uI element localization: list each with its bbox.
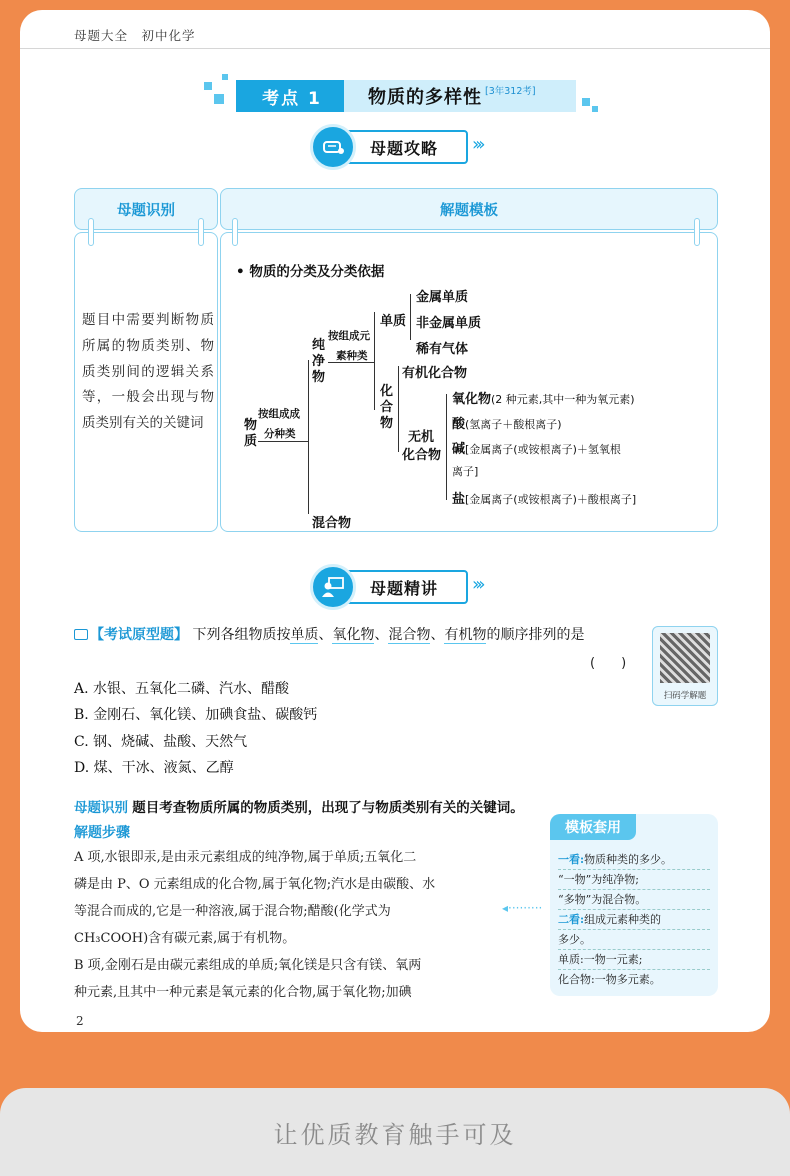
question-post: 的顺序排列的是: [486, 627, 585, 643]
binder-ring: [198, 218, 204, 246]
decor-square: [592, 106, 598, 112]
steps-line: B 项,金刚石是由碳元素组成的单质;氧化镁是只含有镁、氧两: [74, 958, 422, 973]
tree-mixture: 混合物: [312, 516, 352, 531]
running-header: 母题大全 初中化学: [74, 28, 196, 43]
tree-line: [398, 366, 399, 452]
template-line: [558, 930, 710, 950]
template-line: [558, 890, 710, 910]
tree-line: [258, 441, 308, 442]
tree-base-label: 碱: [452, 442, 466, 457]
steps-line: A 项,水银即汞,是由汞元素组成的纯净物,属于单质;五氧化二: [74, 850, 417, 865]
steps-line: CH₃COOH)含有碳元素,属于有机物。: [74, 931, 296, 946]
tree-oxide-row: [452, 388, 635, 407]
ident-line-text: 题目考查物质所属的物质类别，出现了与物质类别有关的关键词。: [132, 800, 524, 816]
chevrons-icon: ›››: [472, 134, 482, 155]
binder-ring: [88, 218, 94, 246]
steps-line: 磷是由 P、O 元素组成的化合物,属于氧化物;汽水是由碳酸、水: [74, 877, 436, 892]
template-line-text: “一物”为纯净物;: [558, 873, 639, 886]
tree-element: 单质: [380, 314, 407, 329]
classification-tree: [220, 232, 716, 532]
template-line-text: 单质:一物一元素;: [558, 953, 643, 966]
decor-square: [582, 98, 590, 106]
tree-oxide-desc: (2 种元素,其中一种为氧元素): [491, 393, 635, 406]
template-line-text: 组成元素种类的: [584, 913, 662, 926]
topic-number: 考点 1: [236, 80, 348, 112]
tree-salt-label: 盐: [452, 492, 466, 507]
template-line: [558, 850, 710, 870]
template-line-text: 物质种类的多少。: [584, 853, 673, 866]
tree-basis-1a: 按组成成: [258, 408, 300, 420]
ident-label: 母题识别: [74, 800, 128, 816]
decor-square: [204, 82, 212, 90]
template-line: [558, 970, 710, 990]
tree-metal: 金属单质: [416, 290, 469, 305]
answer-blank: ( ): [590, 656, 627, 671]
tree-oxide-label: 氧化物: [452, 392, 492, 407]
template-apply-header: 模板套用: [550, 814, 636, 840]
scroll-icon: [310, 124, 356, 170]
topic-frequency: [3年312考]: [485, 86, 536, 97]
section-title: 母题攻略: [338, 130, 468, 164]
template-line-text: 多少。: [558, 933, 591, 946]
template-line-label: 二看:: [558, 913, 585, 926]
template-apply-box: [550, 814, 718, 996]
decor-square: [214, 94, 224, 104]
box-header-ident: 母题识别: [74, 188, 218, 230]
tree-line: [328, 362, 374, 363]
topic-banner: [198, 72, 608, 122]
page-number: 2: [76, 1014, 84, 1028]
tree-acid-desc: (氢离子＋酸根离子): [465, 418, 562, 431]
tree-compound: 化合物: [380, 384, 394, 431]
arrow-left-icon: ◂·········: [502, 901, 543, 915]
tree-base-row: [452, 438, 621, 457]
qr-code[interactable]: [660, 633, 710, 683]
question-pre: 下列各组物质按: [192, 627, 291, 643]
section-title: 母题精讲: [338, 570, 468, 604]
template-line: [558, 910, 710, 930]
question-key-3: 混合物: [388, 627, 431, 643]
tree-acid-label: 酸: [452, 417, 466, 432]
book-page: [20, 10, 770, 1032]
separator: 、: [318, 627, 333, 643]
topic-title: 物质的多样性: [368, 87, 482, 108]
tree-noble: 稀有气体: [416, 342, 469, 357]
question-key-1: 单质: [290, 627, 319, 643]
qr-caption: 扫码学解题: [663, 691, 707, 701]
box-header-template: 解题模板: [220, 188, 718, 230]
tree-base-desc: [金属离子(或铵根离子)＋氢氧根: [465, 443, 621, 456]
option-a: A. 水银、五氧化二磷、汽水、醋酸: [74, 681, 290, 697]
tree-organic: 有机化合物: [402, 366, 468, 381]
question-key-4: 有机物: [444, 627, 487, 643]
ident-line: [74, 796, 524, 816]
question-key-2: 氧化物: [332, 627, 375, 643]
tree-salt-row: [452, 488, 636, 507]
tree-basis-2b: 素种类: [336, 350, 368, 362]
question-tag: 【考试原型题】: [90, 627, 188, 643]
tree-line: [446, 394, 447, 500]
topic-title-box: [344, 80, 576, 112]
template-line-text: “多物”为混合物。: [558, 893, 647, 906]
steps-header: 解题步骤: [74, 825, 130, 841]
option-d: D. 煤、干冰、液氮、乙醇: [74, 760, 234, 776]
option-b: B. 金刚石、氧化镁、加碘食盐、碳酸钙: [74, 707, 318, 723]
ident-text: 题目中需要判断物质所属的物质类别、物质类别间的逻辑关系等，一般会出现与物质类别有关的关键词: [82, 312, 214, 432]
tree-nonmetal: 非金属单质: [416, 316, 482, 331]
template-line-label: 一看:: [558, 853, 585, 866]
option-c: C. 钢、烧碱、盐酸、天然气: [74, 734, 248, 750]
teacher-icon: [310, 564, 356, 610]
header-rule: [20, 48, 770, 49]
tree-line: [308, 360, 309, 514]
question-stem: [74, 624, 584, 644]
book-icon: [74, 629, 88, 640]
tree-salt-desc: [金属离子(或铵根离子)＋酸根离子]: [465, 493, 637, 506]
steps-line: 等混合而成的,它是一种溶液,属于混合物;醋酸(化学式为: [74, 904, 391, 919]
template-line-text: 化合物:一物多元素。: [558, 973, 661, 986]
tree-inorganic-1: 无机: [408, 430, 435, 445]
chevrons-icon: ›››: [472, 574, 482, 595]
template-line: [558, 870, 710, 890]
tree-line: [410, 294, 411, 340]
tree-pure: 纯净物: [312, 338, 326, 385]
decor-square: [222, 74, 228, 80]
tree-basis-1b: 分种类: [264, 428, 296, 440]
tree-basis-2a: 按组成元: [328, 330, 370, 342]
steps-text: [74, 844, 500, 1006]
tree-acid-row: [452, 413, 562, 432]
steps-line: 种元素,且其中一种元素是氧元素的化合物,属于氧化物;加碘: [74, 985, 412, 1000]
separator: 、: [374, 627, 389, 643]
qr-code-card[interactable]: [652, 626, 718, 706]
footer-slogan: 让优质教育触手可及: [0, 1088, 790, 1176]
separator: 、: [430, 627, 445, 643]
tree-inorganic-2: 化合物: [402, 448, 442, 463]
tree-root: 物质: [244, 418, 258, 449]
template-line: [558, 950, 710, 970]
section-pill-explain: [310, 568, 500, 608]
tree-heading: • 物质的分类及分类依据: [236, 264, 385, 280]
section-pill-strategy: [310, 128, 500, 168]
tree-base-desc-cont: 离子]: [452, 465, 479, 478]
tree-line: [374, 312, 375, 410]
